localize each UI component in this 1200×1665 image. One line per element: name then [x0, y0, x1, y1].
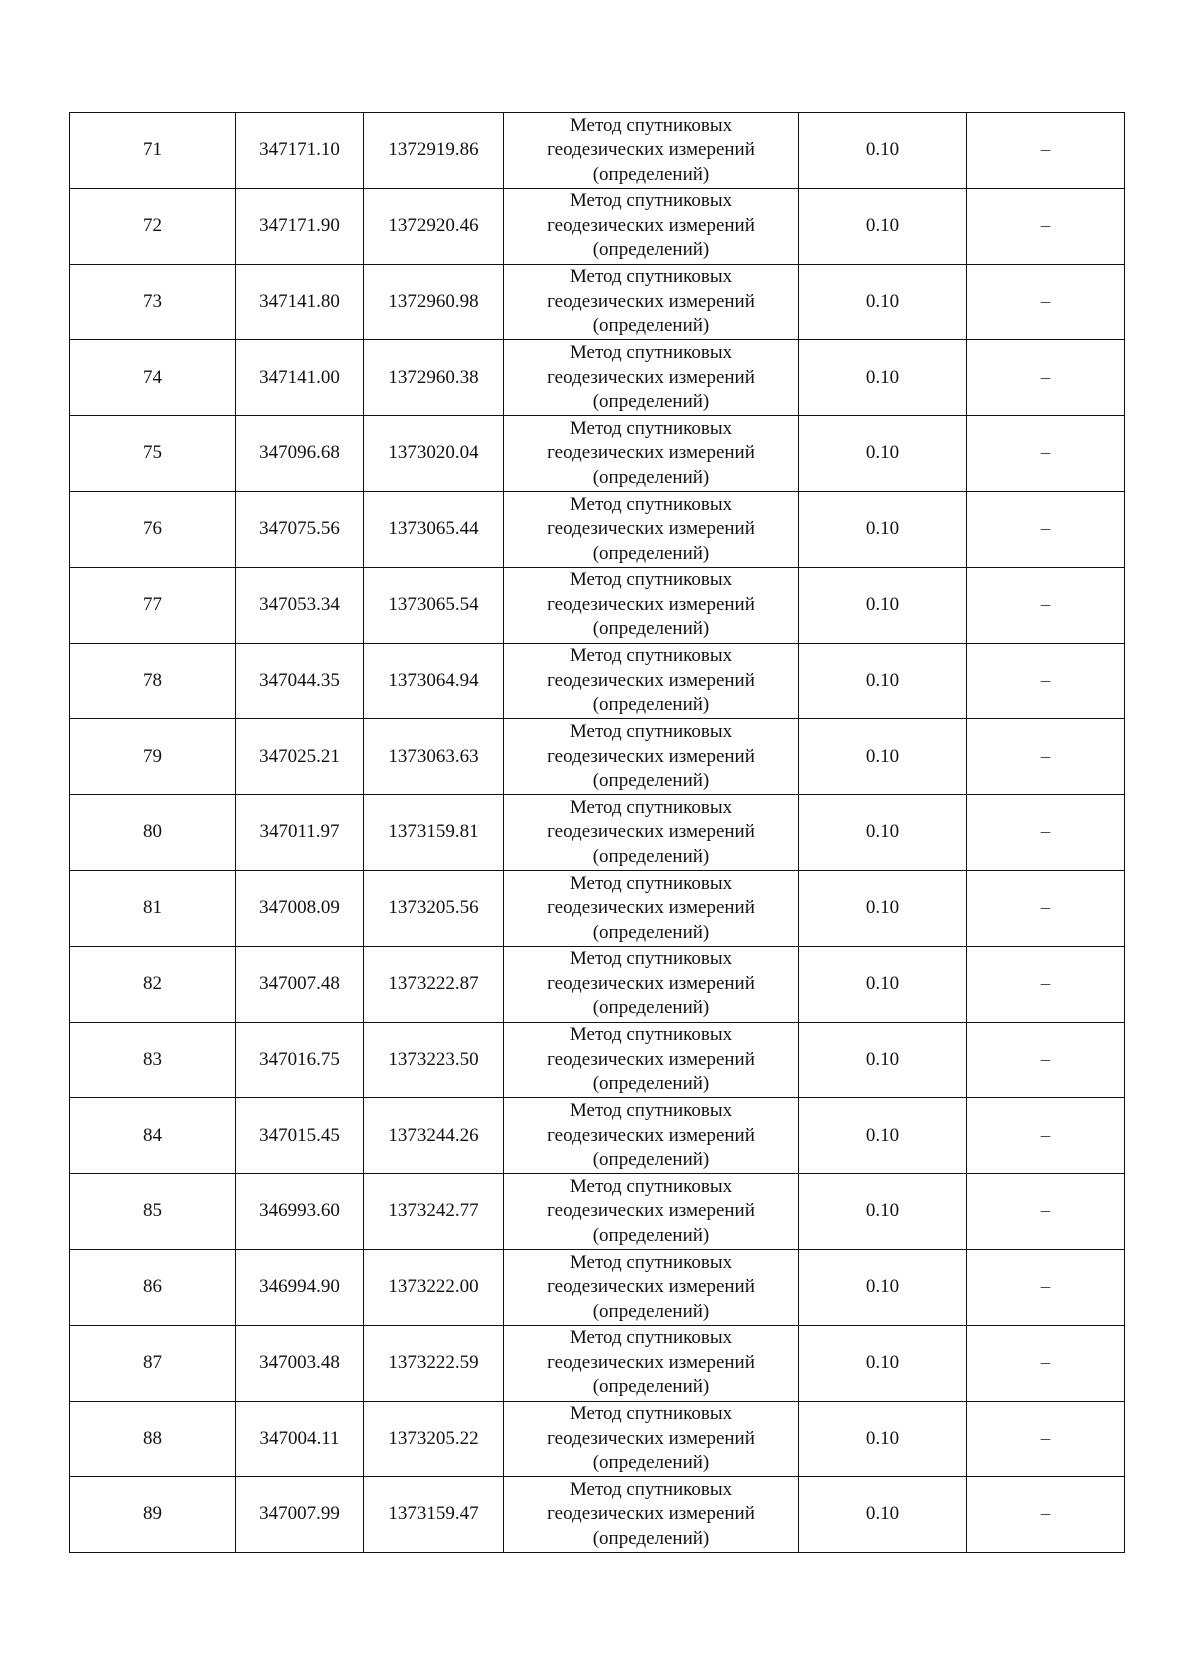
method-line: Метод спутниковых [569, 114, 733, 136]
x-coordinate-cell: 347003.48 [236, 1325, 364, 1401]
method-line: (определений) [592, 1376, 710, 1398]
accuracy-cell: 0.10 [799, 264, 967, 340]
method-cell [504, 1174, 799, 1250]
y-coordinate-cell: 1372960.38 [364, 340, 504, 416]
accuracy-cell: 0.10 [799, 188, 967, 264]
table-row [70, 1174, 1125, 1250]
method-line: (определений) [592, 1073, 710, 1095]
method-line: геодезических измерений [547, 442, 755, 464]
method-line: геодезических измерений [547, 1048, 755, 1070]
y-coordinate-cell: 1373065.54 [364, 567, 504, 643]
note-cell: – [967, 264, 1125, 340]
table-row [70, 491, 1125, 567]
method-line: (определений) [592, 845, 710, 867]
table-row [70, 719, 1125, 795]
y-coordinate-cell: 1373244.26 [364, 1098, 504, 1174]
x-coordinate-cell: 347011.97 [236, 795, 364, 871]
method-line: (определений) [592, 315, 710, 337]
coordinates-table-body [70, 113, 1125, 1553]
accuracy-cell: 0.10 [799, 1325, 967, 1401]
method-cell [504, 643, 799, 719]
accuracy-cell: 0.10 [799, 719, 967, 795]
method-line: (определений) [592, 770, 710, 792]
table-row [70, 1477, 1125, 1553]
table-row [70, 1325, 1125, 1401]
method-line: геодезических измерений [547, 1276, 755, 1298]
point-number-cell: 74 [70, 340, 236, 416]
x-coordinate-cell: 347025.21 [236, 719, 364, 795]
point-number-cell: 71 [70, 113, 236, 189]
note-cell: – [967, 1477, 1125, 1553]
table-row [70, 1098, 1125, 1174]
method-line: геодезических измерений [547, 1503, 755, 1525]
accuracy-cell: 0.10 [799, 1022, 967, 1098]
note-cell: – [967, 188, 1125, 264]
accuracy-cell: 0.10 [799, 567, 967, 643]
method-line: Метод спутниковых [569, 645, 733, 667]
method-line: геодезических измерений [547, 1200, 755, 1222]
method-line: (определений) [592, 542, 710, 564]
method-line: (определений) [592, 391, 710, 413]
accuracy-cell: 0.10 [799, 113, 967, 189]
point-number-cell: 82 [70, 946, 236, 1022]
y-coordinate-cell: 1373242.77 [364, 1174, 504, 1250]
method-cell [504, 264, 799, 340]
method-line: геодезических измерений [547, 366, 755, 388]
method-line: Метод спутниковых [569, 1175, 733, 1197]
x-coordinate-cell: 347141.80 [236, 264, 364, 340]
y-coordinate-cell: 1373063.63 [364, 719, 504, 795]
method-line: геодезических измерений [547, 897, 755, 919]
x-coordinate-cell: 347171.10 [236, 113, 364, 189]
point-number-cell: 88 [70, 1401, 236, 1477]
x-coordinate-cell: 347008.09 [236, 870, 364, 946]
table-row [70, 264, 1125, 340]
table-row [70, 643, 1125, 719]
method-cell [504, 340, 799, 416]
method-line: Метод спутниковых [569, 493, 733, 515]
x-coordinate-cell: 347096.68 [236, 416, 364, 492]
accuracy-cell: 0.10 [799, 795, 967, 871]
note-cell: – [967, 946, 1125, 1022]
note-cell: – [967, 870, 1125, 946]
method-line: геодезических измерений [547, 1427, 755, 1449]
x-coordinate-cell: 347075.56 [236, 491, 364, 567]
x-coordinate-cell: 346993.60 [236, 1174, 364, 1250]
method-cell [504, 795, 799, 871]
method-cell [504, 491, 799, 567]
table-row [70, 795, 1125, 871]
note-cell: – [967, 795, 1125, 871]
method-line: Метод спутниковых [569, 1024, 733, 1046]
note-cell: – [967, 1249, 1125, 1325]
accuracy-cell: 0.10 [799, 416, 967, 492]
method-line: Метод спутниковых [569, 569, 733, 591]
method-line: Метод спутниковых [569, 948, 733, 970]
point-number-cell: 75 [70, 416, 236, 492]
point-number-cell: 76 [70, 491, 236, 567]
table-row [70, 340, 1125, 416]
point-number-cell: 87 [70, 1325, 236, 1401]
method-cell [504, 1477, 799, 1553]
accuracy-cell: 0.10 [799, 1098, 967, 1174]
method-line: Метод спутниковых [569, 872, 733, 894]
table-row [70, 1249, 1125, 1325]
method-line: геодезических измерений [547, 139, 755, 161]
accuracy-cell: 0.10 [799, 870, 967, 946]
method-line: Метод спутниковых [569, 417, 733, 439]
accuracy-cell: 0.10 [799, 1174, 967, 1250]
method-cell [504, 416, 799, 492]
method-line: геодезических измерений [547, 1351, 755, 1373]
note-cell: – [967, 1401, 1125, 1477]
note-cell: – [967, 1325, 1125, 1401]
note-cell: – [967, 340, 1125, 416]
method-line: геодезических измерений [547, 972, 755, 994]
point-number-cell: 85 [70, 1174, 236, 1250]
y-coordinate-cell: 1373222.00 [364, 1249, 504, 1325]
table-row [70, 946, 1125, 1022]
x-coordinate-cell: 347015.45 [236, 1098, 364, 1174]
method-line: геодезических измерений [547, 821, 755, 843]
accuracy-cell: 0.10 [799, 340, 967, 416]
x-coordinate-cell: 347141.00 [236, 340, 364, 416]
y-coordinate-cell: 1373205.56 [364, 870, 504, 946]
accuracy-cell: 0.10 [799, 643, 967, 719]
method-line: Метод спутниковых [569, 796, 733, 818]
method-line: (определений) [592, 1527, 710, 1549]
note-cell: – [967, 491, 1125, 567]
method-line: Метод спутниковых [569, 1403, 733, 1425]
method-cell [504, 1325, 799, 1401]
point-number-cell: 77 [70, 567, 236, 643]
table-row [70, 1022, 1125, 1098]
y-coordinate-cell: 1373159.47 [364, 1477, 504, 1553]
table-row [70, 113, 1125, 189]
method-line: геодезических измерений [547, 1124, 755, 1146]
note-cell: – [967, 643, 1125, 719]
note-cell: – [967, 416, 1125, 492]
method-line: Метод спутниковых [569, 1100, 733, 1121]
method-line: (определений) [592, 1452, 710, 1474]
table-row [70, 567, 1125, 643]
x-coordinate-cell: 347016.75 [236, 1022, 364, 1098]
method-line: (определений) [592, 1149, 710, 1170]
accuracy-cell: 0.10 [799, 1477, 967, 1553]
method-line: (определений) [592, 466, 710, 488]
method-line: (определений) [592, 163, 710, 185]
method-line: Метод спутниковых [569, 721, 733, 743]
method-line: Метод спутниковых [569, 190, 733, 212]
table-row [70, 188, 1125, 264]
y-coordinate-cell: 1372919.86 [364, 113, 504, 189]
method-line: (определений) [592, 1300, 710, 1322]
note-cell: – [967, 567, 1125, 643]
point-number-cell: 84 [70, 1098, 236, 1174]
x-coordinate-cell: 347044.35 [236, 643, 364, 719]
method-line: (определений) [592, 694, 710, 716]
note-cell: – [967, 1174, 1125, 1250]
method-cell [504, 1401, 799, 1477]
method-line: геодезических измерений [547, 518, 755, 540]
accuracy-cell: 0.10 [799, 1401, 967, 1477]
point-number-cell: 81 [70, 870, 236, 946]
point-number-cell: 73 [70, 264, 236, 340]
method-cell [504, 1022, 799, 1098]
point-number-cell: 78 [70, 643, 236, 719]
method-cell [504, 870, 799, 946]
method-line: Метод спутниковых [569, 266, 733, 288]
point-number-cell: 86 [70, 1249, 236, 1325]
x-coordinate-cell: 347007.99 [236, 1477, 364, 1553]
method-line: Метод спутниковых [569, 1327, 733, 1349]
method-line: геодезических измерений [547, 214, 755, 236]
x-coordinate-cell: 347053.34 [236, 567, 364, 643]
y-coordinate-cell: 1373205.22 [364, 1401, 504, 1477]
method-line: (определений) [592, 997, 710, 1019]
x-coordinate-cell: 347007.48 [236, 946, 364, 1022]
method-line: (определений) [592, 618, 710, 640]
y-coordinate-cell: 1373020.04 [364, 416, 504, 492]
coordinates-table [69, 112, 1125, 1553]
x-coordinate-cell: 347004.11 [236, 1401, 364, 1477]
method-line: Метод спутниковых [569, 1478, 733, 1500]
method-line: (определений) [592, 921, 710, 943]
method-cell [504, 946, 799, 1022]
method-line: геодезических измерений [547, 290, 755, 312]
accuracy-cell: 0.10 [799, 491, 967, 567]
accuracy-cell: 0.10 [799, 1249, 967, 1325]
method-line: геодезических измерений [547, 669, 755, 691]
x-coordinate-cell: 347171.90 [236, 188, 364, 264]
x-coordinate-cell: 346994.90 [236, 1249, 364, 1325]
y-coordinate-cell: 1373064.94 [364, 643, 504, 719]
method-line: (определений) [592, 1224, 710, 1246]
method-line: геодезических измерений [547, 745, 755, 767]
point-number-cell: 72 [70, 188, 236, 264]
point-number-cell: 83 [70, 1022, 236, 1098]
method-cell [504, 719, 799, 795]
method-line: Метод спутниковых [569, 342, 733, 364]
y-coordinate-cell: 1372920.46 [364, 188, 504, 264]
note-cell: – [967, 113, 1125, 189]
method-cell [504, 113, 799, 189]
method-line: Метод спутниковых [569, 1251, 733, 1273]
table-row [70, 1401, 1125, 1477]
y-coordinate-cell: 1373159.81 [364, 795, 504, 871]
method-cell [504, 188, 799, 264]
method-line: (определений) [592, 239, 710, 261]
y-coordinate-cell: 1373222.59 [364, 1325, 504, 1401]
table-row [70, 416, 1125, 492]
method-cell [504, 567, 799, 643]
point-number-cell: 80 [70, 795, 236, 871]
accuracy-cell: 0.10 [799, 946, 967, 1022]
method-cell [504, 1098, 799, 1174]
method-line: геодезических измерений [547, 593, 755, 615]
point-number-cell: 89 [70, 1477, 236, 1553]
table-row [70, 870, 1125, 946]
note-cell: – [967, 1022, 1125, 1098]
y-coordinate-cell: 1373222.87 [364, 946, 504, 1022]
method-cell [504, 1249, 799, 1325]
y-coordinate-cell: 1372960.98 [364, 264, 504, 340]
y-coordinate-cell: 1373223.50 [364, 1022, 504, 1098]
point-number-cell: 79 [70, 719, 236, 795]
note-cell: – [967, 1098, 1125, 1174]
y-coordinate-cell: 1373065.44 [364, 491, 504, 567]
note-cell: – [967, 719, 1125, 795]
